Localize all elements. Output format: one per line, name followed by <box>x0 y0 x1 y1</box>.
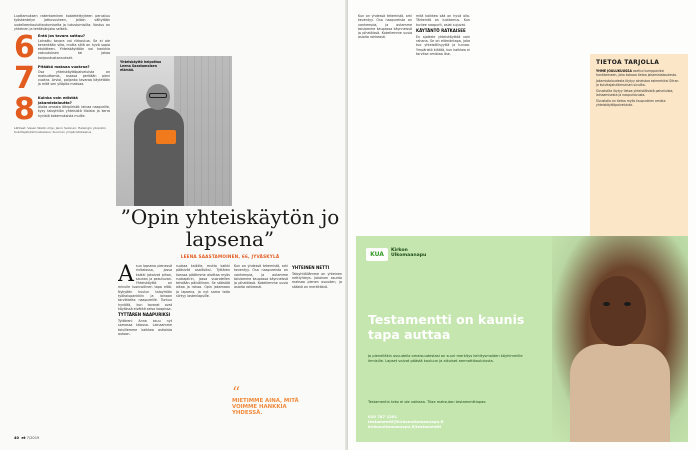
kua-logo: KUA <box>366 248 388 261</box>
story-text: sun lapsena pienessä rivitalossa, jossa kaikki jakoivat pihan, saunan ja pesutuvan. Yhteiskäyttö on minulle luonnollinen tapa elää. Nykyään kuulun taloyhtiön työkalupankkiin ja lainaan tarvikkeita naapureille. Tuntuu hyvältä, kun tavarat ovat käytössä eivätkä seiso kaapissa. <box>118 264 172 311</box>
child-face <box>590 276 646 346</box>
info-box <box>590 54 688 264</box>
info-box-title: TIETOA TARJOLLA <box>596 59 660 66</box>
item-number: 6 <box>14 34 35 63</box>
quote-mark-icon: “ <box>232 383 241 402</box>
item-text: Lainattu tavara voi rikkoutua. Se ei ole kenenkään vika, mutta siitä on hyvä sopia etukäteen. Yhteiskäyttöön voi hankkia vakuutuksen tai jakaa korjauskustannukset. <box>37 38 110 60</box>
eye-icon <box>624 302 631 306</box>
info-lead: YHME JOULUKUUSSA <box>596 69 632 73</box>
right-story-column-2 <box>416 14 470 234</box>
person-body <box>134 108 184 206</box>
story-subheading: TYTTÄREN NAAPURIKSI <box>118 312 171 318</box>
story-column-1 <box>118 264 172 434</box>
item-number: 8 <box>14 96 35 125</box>
info-paragraph: Sivustolla on tietoa myös kaupunkien omista yhteiskäyttöpalveluista. <box>596 99 666 107</box>
pull-quote-text: MIETIMME AINA, MITÄ VOIMME HANKKIA YHDESSÄ. <box>232 398 299 417</box>
story-subheading: YHTEINEN NETTI <box>292 265 330 270</box>
numbered-item-6 <box>14 34 110 62</box>
brand-name <box>391 248 426 259</box>
story-paragraph: Tyttäreni Anna asuu nyt samassa talossa. Lainaamme toisillemme kaikkea astioista autoon. <box>118 319 172 336</box>
advertisement <box>356 236 688 442</box>
article-headline: ”Opin yhteiskäytön jo lapsena” <box>120 205 340 251</box>
brand-line: Ulkomaanapu <box>391 253 427 259</box>
item-text: Osa yhteiskäyttöpalveluista on maksuttomia, osassa peritään pieni vuokra. Arvioi, paljonko tavaraa käytetään ja mitä sen ylläpito maksaa. <box>37 69 110 87</box>
glasses-icon <box>149 93 167 98</box>
numbered-item-8 <box>14 96 110 124</box>
child-photo <box>552 236 688 442</box>
numbered-item-7 <box>14 65 110 93</box>
drop-cap: A <box>118 264 134 287</box>
email-link[interactable]: testamentti@kirkonulkomaanapu.fi <box>368 419 444 424</box>
ad-title: Testamentti on kaunis tapa auttaa <box>368 312 525 342</box>
issue-number: 7/2019 <box>26 436 40 440</box>
item-text: Aloita omasta lähipiiristä: lainaa naapurille, kysy taloyhtiön yhteisistä tiloista ja kerro hyvistä kokemuksista muille. <box>37 105 110 118</box>
story-paragraph: Taloyhtiöllämme on yhteinen nettiyhteys. Jokainen asunto maksaa pienen osuuden, ja säästö on merkittävä. <box>292 271 342 289</box>
story-column-3 <box>234 264 288 384</box>
eye-icon <box>603 302 610 306</box>
left-column <box>14 14 110 432</box>
story-paragraph <box>118 264 172 311</box>
portrait-photo <box>116 56 232 206</box>
item-number: 7 <box>14 65 35 94</box>
page-folio <box>14 436 39 440</box>
story-paragraph: En ajattele yhteiskäyttöä vain rahana. Se on elämäntapa, joka tuo yhteisöllisyyttä ja turvaa. Ympäristö kiittää, kun kaikkea ei tarvitse omistaa itse. <box>416 34 470 56</box>
page-number: 40 <box>14 436 20 440</box>
magazine-name: et <box>21 436 26 440</box>
ad-body: Jo pienelläkin osuudella omaisuudestasi on suuri merkitys kehitysmaiden köyhimmille ihmisille. Lapset voivat päästä kouluun ja aikuiset ammattikoulutusta. <box>368 354 523 363</box>
story-paragraph: Kun on yhdessä tekemistä, arki keventyy. Osa naapureista on vanhempia, ja autamme toisiamme kaupassa käynneissä ja pihatöissä. Kokeilemme uusia asioita rohkeasti. <box>234 264 288 290</box>
ad-cta: Testamentin teko ei ole vaikeaa. Tilaa maksuton testamenttiopas: <box>368 400 487 404</box>
web-link[interactable]: kirkonulkomaanapu.fi/testamentti <box>368 424 442 429</box>
story-paragraph: ruokaa kaikille, mutta kaikki pääsivät osallisiksi. Tyttären kanssa päätimme aloittaa myös ruokapiirin, jossa vuorotellen tehdään päivällinen. Se säästää aikaa ja rahaa. Opin jakamaan jo lapsena, ja nyt sama taito siirtyy lastenlapsille. <box>176 264 230 299</box>
story-paragraph: Kun on yhdessä tekemistä, arki keventyy. Osa naapureista on vanhempia, ja autamme toisiamme kaupassa käynneissä ja pihatöissä. Kokeilemme uusia asioita rohkeasti. <box>358 14 412 40</box>
item-heading: Pitääkö maksaa vuokraa? <box>37 65 90 70</box>
sources-caption: Lähteet: Vesan Wallin ohje; Jenni Salonen; Helsingin yliopisto; Kuluttajatutkimuskeskus; Suomen ympäristökeskus <box>14 126 107 134</box>
intro-text: Luottamuksen rakentaminen kosketettyyteen perustuu työskentelyn jatkuvuuteen, jolloin vältytään uudelleenkouluttautumiselta ja tutustumisilta. Vastuu on yhteinen ja tehtävänjako selkeä. <box>14 14 110 31</box>
photo-caption: Yhteiskäyttö helpottaa Leena Saastamoisen elämää. <box>120 60 162 72</box>
brand-line: Kirkon <box>391 248 408 253</box>
story-paragraph: mitä kaikkea sää on hyvä olla. Tärkeintä on luottamus. Kun tuntee naapurit, asiat sujuvat. <box>416 14 470 27</box>
article-byline: LEENA SAASTAMOINEN, 66, JYVÄSKYLÄ <box>180 254 280 259</box>
item-heading: Kuinka voin edistää jakamistaloutta? <box>37 96 78 105</box>
orange-object <box>156 130 176 144</box>
pull-quote <box>232 383 310 417</box>
ad-contact <box>368 414 528 429</box>
info-paragraph: Sivustoilta löytyy tietoa yhteisöllisistä palveluista, lainaamisesta ja naapuriavusta. <box>596 89 674 97</box>
right-story-column-1 <box>358 14 412 234</box>
child-shirt <box>570 344 670 442</box>
info-paragraph: Jakamistaloudesta löytyy aineistoa esimerkiksi Sitran ja kuluttajatutkimuksen sivuilta. <box>596 79 679 87</box>
story-column-4 <box>292 264 342 384</box>
story-column-2 <box>176 264 230 434</box>
story-subheading: KÄYTÄNTÖ RATKAISEE <box>416 27 466 33</box>
phone-number: 020 787 1201 <box>368 414 398 419</box>
info-text: asettui kumppaniksi hankkeeseen, joka kokoaa tietoa jakamistaloudesta. <box>596 69 677 77</box>
info-paragraph <box>596 69 682 77</box>
item-heading: Entä jos tavara sattuu? <box>37 34 85 39</box>
